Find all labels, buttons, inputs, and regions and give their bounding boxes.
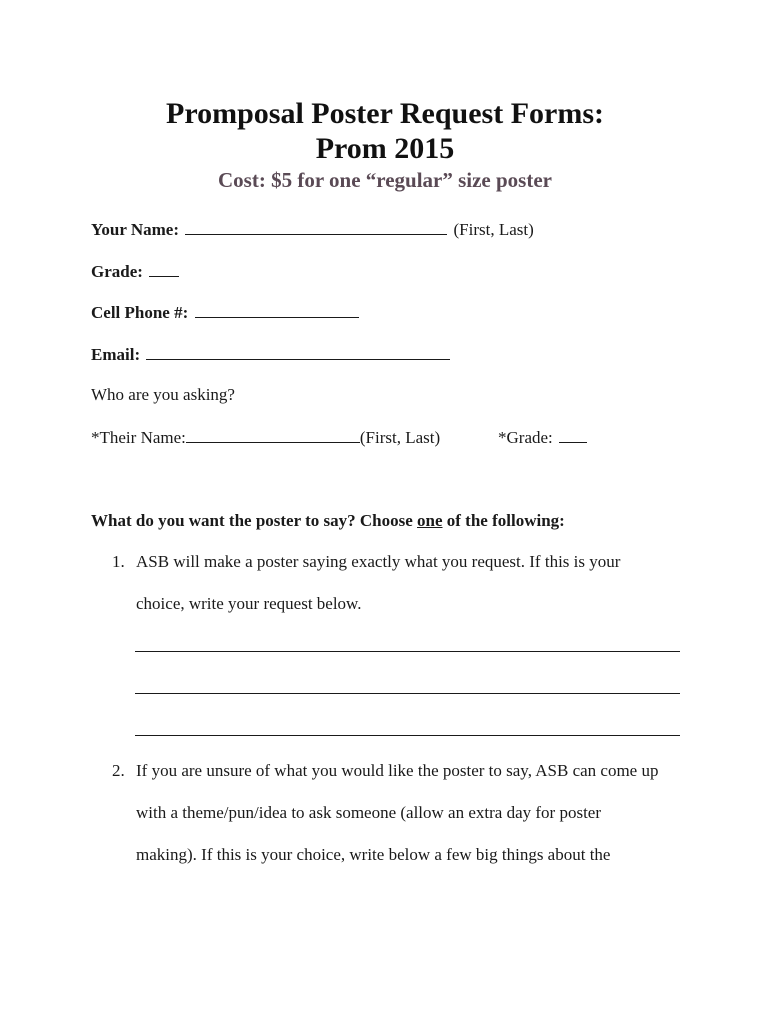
option-1-number: 1. — [112, 552, 125, 571]
option-2-line-3: making). If this is your choice, write below a few big things about the — [136, 845, 611, 864]
your-name-field[interactable] — [185, 218, 447, 235]
cell-phone-field[interactable] — [195, 301, 359, 318]
option-1-line-1: ASB will make a poster saying exactly what you request. If this is your — [136, 552, 621, 571]
cell-phone-row — [91, 301, 361, 324]
question-emphasis: one — [417, 511, 443, 530]
option-2-line-1: If you are unsure of what you would like the poster to say, ASB can come up — [136, 761, 659, 780]
their-grade-row — [498, 426, 589, 449]
their-name-field[interactable] — [186, 426, 360, 443]
email-row — [91, 343, 452, 366]
request-write-line-1[interactable] — [135, 651, 680, 652]
cost-subtitle: Cost: $5 for one “regular” size poster — [218, 168, 552, 192]
grade-row — [91, 260, 181, 283]
their-name-label: *Their Name: — [91, 428, 186, 447]
cell-phone-label: Cell Phone #: — [91, 303, 189, 322]
form-title-line-1: Promposal Poster Request Forms: — [166, 97, 604, 130]
request-write-line-3[interactable] — [135, 735, 680, 736]
option-1-line-2: choice, write your request below. — [136, 594, 362, 613]
asking-question: Who are you asking? — [91, 385, 235, 404]
form-title-line-2: Prom 2015 — [315, 132, 455, 165]
grade-label: Grade: — [91, 262, 143, 281]
option-2-line-2: with a theme/pun/idea to ask someone (allow an extra day for poster — [136, 803, 601, 822]
their-name-row — [91, 426, 440, 449]
email-field[interactable] — [146, 343, 450, 360]
poster-message-question — [91, 510, 565, 532]
grade-field[interactable] — [149, 260, 179, 277]
email-label: Email: — [91, 345, 141, 364]
their-grade-field[interactable] — [559, 426, 587, 443]
your-name-hint: (First, Last) — [453, 220, 534, 239]
question-text-end: of the following: — [442, 511, 565, 530]
question-text-start: What do you want the poster to say? Choose — [91, 511, 418, 530]
option-2-number: 2. — [112, 761, 125, 780]
their-name-hint: (First, Last) — [359, 428, 441, 447]
your-name-row — [91, 218, 534, 241]
your-name-label: Your Name: — [91, 220, 179, 239]
their-grade-label: *Grade: — [498, 428, 553, 447]
request-write-line-2[interactable] — [135, 693, 680, 694]
